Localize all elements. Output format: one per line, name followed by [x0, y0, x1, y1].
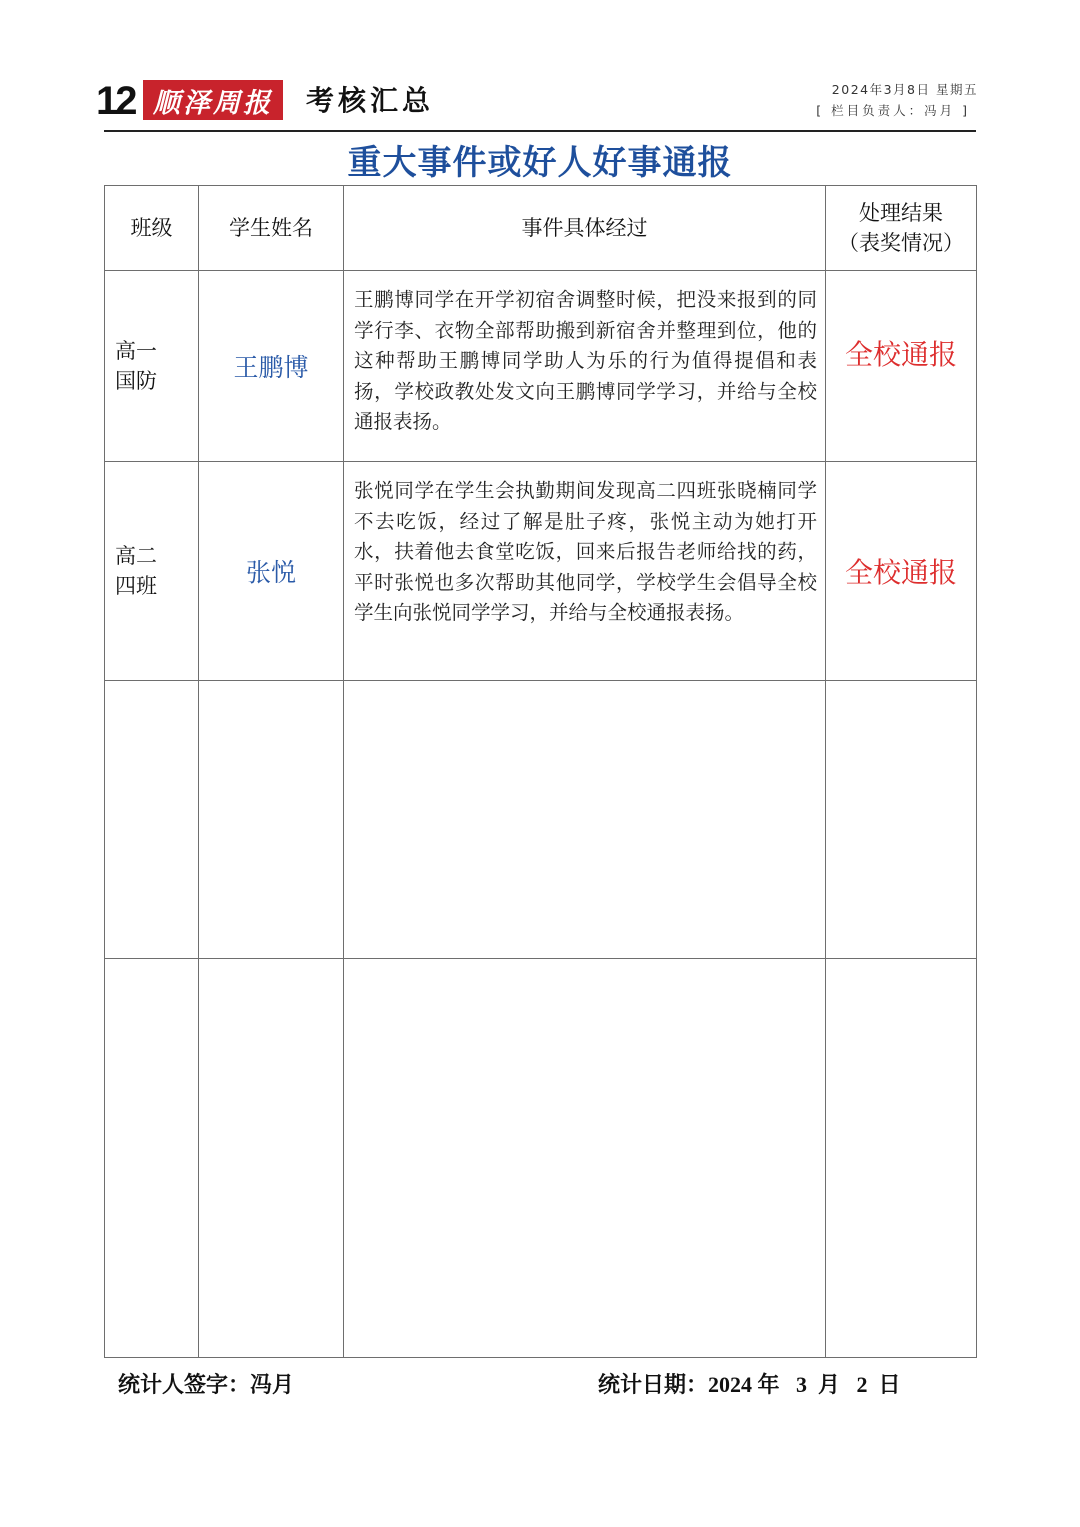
report-table — [104, 185, 977, 1358]
column-editor: [ 栏目负责人：冯月 ] — [816, 103, 970, 118]
student-name: 张悦 — [199, 462, 344, 681]
event-description — [344, 681, 826, 959]
result-cell: 全校通报 — [826, 462, 977, 681]
class-cell — [105, 681, 199, 959]
header-result-line2: （表奖情况） — [838, 231, 964, 255]
table-row-empty — [105, 681, 977, 959]
section-title: 考核汇总 — [306, 84, 435, 117]
header-result — [826, 186, 977, 271]
event-description: 张悦同学在学生会执勤期间发现高二四班张晓楠同学不去吃饭，经过了解是肚子疼，张悦主动为她打开水，扶着他去食堂吃饭，回来后报告老师给找的药，平时张悦也多次帮助其他同学，学校学生会倡导全校学生向张悦同学学习，并给与全校通报表扬。 — [344, 462, 826, 681]
newspaper-logo: 顺泽周报 — [143, 80, 283, 120]
class-grade: 高一 — [115, 339, 157, 363]
page-number: 12 — [96, 79, 135, 123]
header-class: 班级 — [105, 186, 199, 271]
class-grade: 高二 — [115, 544, 157, 568]
event-description — [344, 959, 826, 1358]
page-title: 重大事件或好人好事通报 — [347, 143, 733, 183]
class-name: 国防 — [115, 369, 157, 393]
result-cell — [826, 681, 977, 959]
header-student: 学生姓名 — [199, 186, 344, 271]
header-divider — [104, 130, 976, 132]
header-event: 事件具体经过 — [344, 186, 826, 271]
class-cell — [105, 271, 199, 462]
result-cell — [826, 959, 977, 1358]
class-name: 四班 — [115, 574, 157, 598]
statistics-date: 统计日期：2024 年 3 月 2 日 — [598, 1372, 901, 1397]
class-cell — [105, 462, 199, 681]
table-row-empty — [105, 959, 977, 1358]
table-header-row — [105, 186, 977, 271]
student-name — [199, 959, 344, 1358]
table-row — [105, 271, 977, 462]
result-cell: 全校通报 — [826, 271, 977, 462]
table-row — [105, 462, 977, 681]
event-description: 王鹏博同学在开学初宿舍调整时候，把没来报到的同学行李、衣物全部帮助搬到新宿舍并整理到位，他的这种帮助王鹏博同学助人为乐的行为值得提倡和表扬，学校政教处发文向王鹏博同学学习，并给与全校通报表扬。 — [344, 271, 826, 462]
statistician-signature: 统计人签字：冯月 — [118, 1372, 295, 1397]
class-cell — [105, 959, 199, 1358]
header-result-line1: 处理结果 — [859, 201, 943, 225]
student-name: 王鹏博 — [199, 271, 344, 462]
student-name — [199, 681, 344, 959]
issue-date: 2024年3月8日 星期五 — [831, 82, 978, 97]
